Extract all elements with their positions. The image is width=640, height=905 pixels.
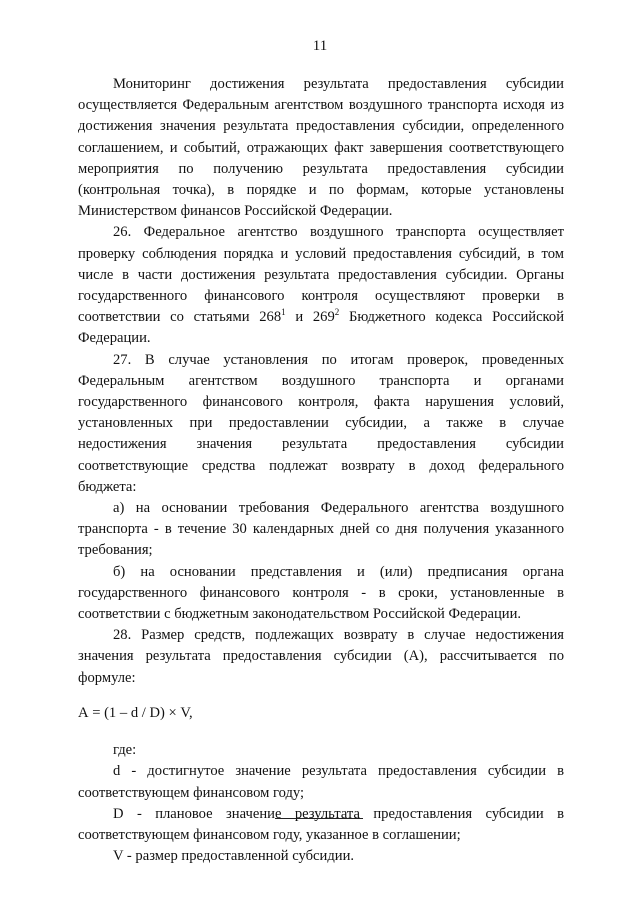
paragraph-26-text-start: 26. Федеральное агентство воздушного транспорта осуществляет проверку соблюдения порядка и условий предоставления субсидий, в том числе в части достижения результата предоставления субсидии. Органы государственного финансового контроля осуществляют проверки в соответствии со статьями 268 <box>78 224 564 326</box>
document-body <box>78 74 564 867</box>
paragraph-26-text-end: Бюджетного кодекса Российской Федерации. <box>78 309 565 347</box>
paragraph-monitoring: Мониторинг достижения результата предоставления субсидии осуществляется Федеральным агентством воздушного транспорта исходя из достижения значения результата предоставления субсидии, определенного соглашением, и событий, отражающих факт завершения соответствующего мероприятия по получению результата предоставления субсидии (контрольная точка), в порядке и по формам, которые установлены Министерством финансов Российской Федерации. <box>78 76 564 220</box>
paragraph-27: 27. В случае установления по итогам проверок, проведенных Федеральным агентством воздушного транспорта и органами государственного финансового контроля, факта нарушения условий, установленных при предоставлении субсидии, а также в случае недостижения значения результата предоставления субсидии соответствующие средства подлежат возврату в доход федерального бюджета: <box>78 351 564 495</box>
definition-d: d - достигнутое значение результата предоставления субсидии в соответствующем финансовом году; <box>78 763 564 801</box>
end-separator-line <box>275 818 363 819</box>
page-number: 11 <box>312 38 328 54</box>
paragraph-26 <box>78 222 564 349</box>
paragraph-27-a: а) на основании требования Федерального агентства воздушного транспорта - в течение 30 календарных дней со дня получения указанного требования; <box>78 500 564 559</box>
formula: А = (1 – d / D) × V, <box>78 704 193 721</box>
paragraph-28: 28. Размер средств, подлежащих возврату в случае недостижения значения результата предоставления субсидии (А), рассчитывается по формуле: <box>78 627 564 686</box>
definition-V: V - размер предоставленной субсидии. <box>113 848 355 865</box>
superscript-2: 2 <box>334 307 340 318</box>
paragraph-26-text-middle: и 269 <box>285 309 335 326</box>
definition-D: D - плановое значение результата предоставления субсидии в соответствующем финансовом году, указанное в соглашении; <box>78 805 564 843</box>
superscript-1: 1 <box>281 307 286 318</box>
paragraph-27-b: б) на основании представления и (или) предписания органа государственного финансового контроля - в сроки, установленные в соответствии с бюджетным законодательством Российской Федерации. <box>78 563 564 623</box>
where-label: где: <box>113 742 137 759</box>
